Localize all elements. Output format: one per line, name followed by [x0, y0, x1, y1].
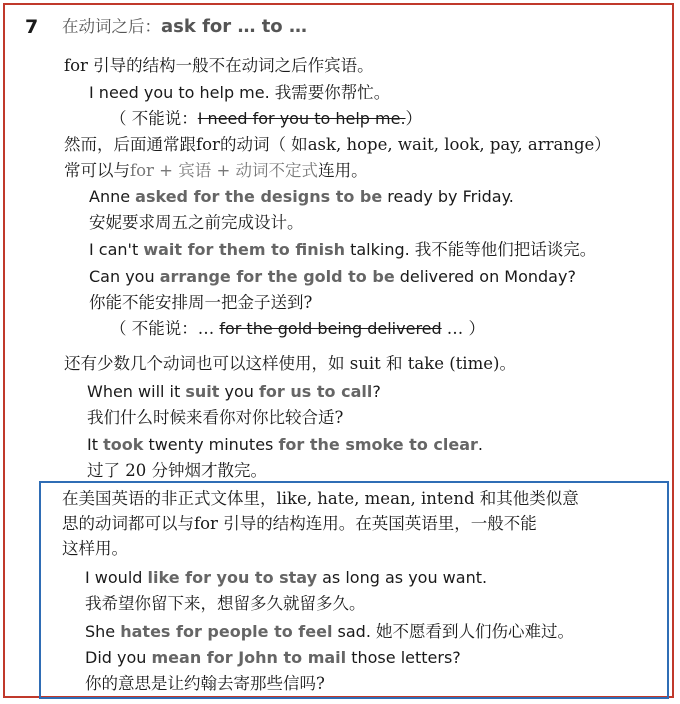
- p2-line1-d: ask, hope, wait, look, pay, arrange: [307, 135, 595, 154]
- p4-line-2: [62, 513, 537, 535]
- p3-intro: [64, 353, 516, 375]
- p2-line1-b: for: [196, 135, 220, 154]
- p4-example-1-cn: 我希望你留下来，想留多久就留多久。: [85, 594, 366, 613]
- p2-ex3-c: delivered on Monday?: [394, 267, 576, 286]
- p3-intro-e: 。: [499, 354, 516, 373]
- p3-ex1-a: When will it: [87, 382, 186, 401]
- p4-line1-c: 和其他类似意: [479, 489, 579, 508]
- p2-line2-c: 连用。: [318, 161, 368, 180]
- p4-example-1: [85, 567, 487, 589]
- p2-line1-a: 然而，后面通常跟: [64, 135, 196, 154]
- p2-line2-b: for + 宾语 + 动词不定式: [130, 161, 319, 180]
- p3-ex2-c: twenty minutes: [143, 435, 279, 454]
- p2-ex1-b: asked for the designs to be: [135, 187, 383, 206]
- p1-ex1-en: I need you to help me.: [89, 83, 270, 102]
- p2-ex2-a: I can't: [89, 240, 144, 259]
- p2-ex2-c: talking.: [345, 240, 415, 259]
- p3-example-2: [87, 434, 483, 456]
- p4-line-3: 这样用。: [62, 539, 128, 558]
- p4-ex1-a: I would: [85, 568, 148, 587]
- p2-example-3-cn: 你能不能安排周一把金子送到?: [89, 293, 313, 312]
- p3-ex1-c: you: [219, 382, 259, 401]
- p3-example-1: [87, 381, 381, 403]
- p4-ex3-b: mean for John to mail: [151, 648, 347, 667]
- p4-line2-b: for: [194, 514, 218, 533]
- p2-line2-a: 常可以与: [64, 161, 130, 180]
- p2-note: [110, 318, 485, 340]
- p4-ex2-c: sad.: [332, 622, 377, 641]
- p4-ex2-b: hates for people to feel: [120, 622, 333, 641]
- p1-note-open: （ 不能说：: [110, 109, 198, 128]
- p3-example-2-cn: 过了 20 分钟烟才散完。: [87, 461, 267, 480]
- p3-intro-b: suit: [349, 354, 381, 373]
- p3-ex2-a: It: [87, 435, 104, 454]
- p4-example-3-cn: 你的意思是让约翰去寄那些信吗?: [85, 674, 325, 693]
- p3-ex2-d: for the smoke to clear: [278, 435, 478, 454]
- p2-line1-c: 的动词（ 如: [219, 135, 308, 154]
- p2-ex3-b: arrange for the gold to be: [159, 267, 395, 286]
- p4-line2-a: 思的动词都可以与: [62, 514, 194, 533]
- p2-note-close: … ）: [446, 319, 486, 338]
- p2-example-1-cn: 安妮要求周五之前完成设计。: [89, 213, 304, 232]
- p4-example-2: [85, 621, 574, 643]
- p4-ex1-c: as long as you want.: [317, 568, 488, 587]
- p4-line-1: [62, 488, 579, 510]
- section-title-cn: 在动词之后：: [62, 17, 161, 36]
- p1-note: [110, 108, 422, 130]
- p4-line1-a: 在美国英语的非正式文体里，: [62, 489, 277, 508]
- p2-example-3: [89, 266, 576, 288]
- p3-ex1-b: suit: [185, 382, 220, 401]
- p1-intro: for 引导的结构一般不在动词之后作宾语。: [64, 56, 374, 75]
- p1-note-struck: I need for you to help me.: [197, 109, 406, 128]
- p4-ex2-a: She: [85, 622, 121, 641]
- p3-ex2-b: took: [103, 435, 144, 454]
- p3-intro-d: take (time): [407, 354, 500, 373]
- p4-example-3: [85, 647, 461, 669]
- p4-ex3-a: Did you: [85, 648, 152, 667]
- p4-ex1-b: like for you to stay: [147, 568, 318, 587]
- p2-note-open: （ 不能说：…: [110, 319, 215, 338]
- p2-note-struck: for the gold being delivered: [219, 319, 442, 338]
- p1-ex1-cn: 我需要你帮忙。: [274, 83, 391, 102]
- p1-note-close: ）: [405, 109, 423, 128]
- p2-ex2-b: wait for them to finish: [143, 240, 345, 259]
- p2-example-1: [89, 186, 514, 208]
- section-number: 7: [25, 16, 39, 38]
- p3-ex1-d: for us to call: [258, 382, 373, 401]
- p3-ex1-e: ?: [372, 382, 381, 401]
- p2-ex2-cn: 我不能等他们把话谈完。: [414, 240, 597, 259]
- p4-line2-c: 引导的结构连用。在英国英语里，一般不能: [223, 514, 537, 533]
- p3-ex2-e: .: [477, 435, 483, 454]
- p3-intro-a: 还有少数几个动词也可以这样使用，如: [64, 354, 345, 373]
- section-title-en: ask for … to …: [161, 16, 307, 37]
- p2-ex1-c: ready by Friday.: [382, 187, 514, 206]
- p1-example-1: [89, 82, 390, 104]
- p2-line-1: [64, 134, 611, 156]
- p3-intro-c: 和: [386, 354, 403, 373]
- p2-line-2: [64, 160, 368, 182]
- p4-ex3-c: those letters?: [346, 648, 461, 667]
- p2-ex1-a: Anne: [89, 187, 136, 206]
- section-title: [62, 16, 307, 38]
- p2-example-2: [89, 239, 596, 261]
- p2-ex3-a: Can you: [89, 267, 160, 286]
- p4-line1-b: like, hate, mean, intend: [276, 489, 475, 508]
- p3-example-1-cn: 我们什么时候来看你对你比较合适?: [87, 408, 344, 427]
- p2-line1-e: ）: [594, 135, 611, 154]
- p4-ex2-cn: 她不愿看到人们伤心难过。: [376, 622, 575, 641]
